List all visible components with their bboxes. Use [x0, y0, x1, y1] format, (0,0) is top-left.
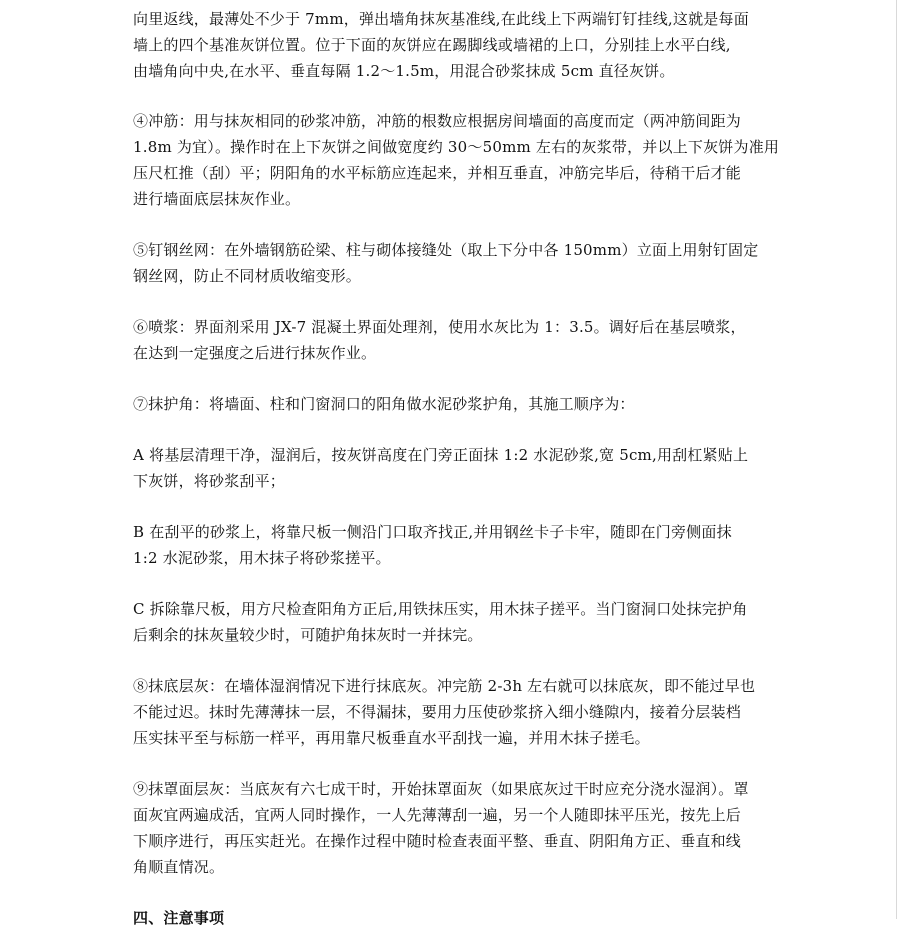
text-line: 1.8m 为宜）。操作时在上下灰饼之间做宽度约 30～50mm 左右的灰浆带，并以上下灰饼为准用: [133, 138, 780, 156]
text-line: 压尺杠推（刮）平；阴阳角的水平标筋应连起来，并相互垂直，冲筋完毕后，待稍干后才能: [133, 164, 742, 182]
text-line: ④冲筋：用与抹灰相同的砂浆冲筋，冲筋的根数应根据房间墙面的高度而定（两冲筋间距为: [133, 112, 742, 130]
text-line: 墙上的四个基准灰饼位置。位于下面的灰饼应在踢脚线或墙裙的上口，分别挂上水平白线,: [133, 36, 731, 54]
text-line: 角顺直情况。: [133, 858, 225, 876]
text-line: ⑦抹护角：将墙面、柱和门窗洞口的阳角做水泥砂浆护角，其施工顺序为：: [133, 395, 635, 413]
text-line: 在达到一定强度之后进行抹灰作业。: [133, 344, 377, 362]
corner-protection-paragraph: [133, 391, 781, 417]
page-edge: [896, 0, 909, 919]
document-body: [133, 6, 781, 931]
text-line: C 拆除靠尺板，用方尺检查阳角方正后,用铁抹压实，用木抹子搓平。当门窗洞口处抹完护角: [133, 600, 748, 618]
text-line: 下顺序进行，再压实赶光。在操作过程中随时检查表面平整、垂直、阴阳角方正、垂直和线: [133, 832, 742, 850]
text-line: 钢丝网，防止不同材质收缩变形。: [133, 267, 362, 285]
text-line: 压实抹平至与标筋一样平，再用靠尺板垂直水平刮找一遍，并用木抹子搓毛。: [133, 729, 650, 747]
screeding-paragraph: [133, 108, 781, 212]
text-line: ⑥喷浆：界面剂采用 JX-7 混凝土界面处理剂，使用水灰比为 1：3.5。调好后在基层喷浆，: [133, 318, 746, 336]
text-line: 由墙角向中央,在水平、垂直每隔 1.2～1.5m，用混合砂浆抹成 5cm 直径灰饼。: [133, 62, 675, 80]
text-line: 不能过迟。抹时先薄薄抹一层，不得漏抹，要用力压使砂浆挤入细小缝隙内，接着分层装档: [133, 703, 742, 721]
text-line: 进行墙面底层抹灰作业。: [133, 190, 301, 208]
spray-slurry-paragraph: [133, 314, 781, 366]
text-line: A 将基层清理干净，湿润后，按灰饼高度在门旁正面抹 1:2 水泥砂浆,宽 5cm,用刮杠紧贴上: [133, 446, 749, 464]
text-line: ⑤钉钢丝网：在外墙钢筋砼梁、柱与砌体接缝处（取上下分中各 150mm）立面上用射钉固定: [133, 241, 759, 259]
text-line: 后剩余的抹灰量较少时，可随护角抹灰时一并抹完。: [133, 626, 483, 644]
text-line: 向里返线，最薄处不少于 7mm，弹出墙角抹灰基准线,在此线上下两端钉钉挂线,这就是每面: [133, 10, 749, 28]
text-line: ⑧抹底层灰：在墙体湿润情况下进行抹底灰。冲完筋 2-3h 左右就可以抹底灰，即不能过早也: [133, 677, 756, 695]
text-line: 下灰饼，将砂浆刮平；: [133, 472, 286, 490]
step-a-paragraph: [133, 442, 781, 494]
section-heading: 四、注意事项: [133, 909, 225, 927]
finish-coat-paragraph: [133, 776, 781, 880]
wire-mesh-paragraph: [133, 237, 781, 289]
text-line: B 在刮平的砂浆上，将靠尺板一侧沿门口取齐找正,并用钢丝卡子卡牢，随即在门旁侧面抹: [133, 523, 732, 541]
text-line: 面灰宜两遍成活，宜两人同时操作，一人先薄薄刮一遍，另一个人随即抹平压光，按先上后: [133, 806, 742, 824]
text-line: 1:2 水泥砂浆，用木抹子将砂浆搓平。: [133, 549, 391, 567]
grey-cake-positioning-paragraph: [133, 6, 781, 84]
text-line: ⑨抹罩面层灰：当底灰有六七成干时，开始抹罩面灰（如果底灰过干时应充分浇水湿润）。罩: [133, 780, 749, 798]
step-c-paragraph: [133, 596, 781, 648]
base-coat-paragraph: [133, 673, 781, 751]
step-b-paragraph: [133, 519, 781, 571]
